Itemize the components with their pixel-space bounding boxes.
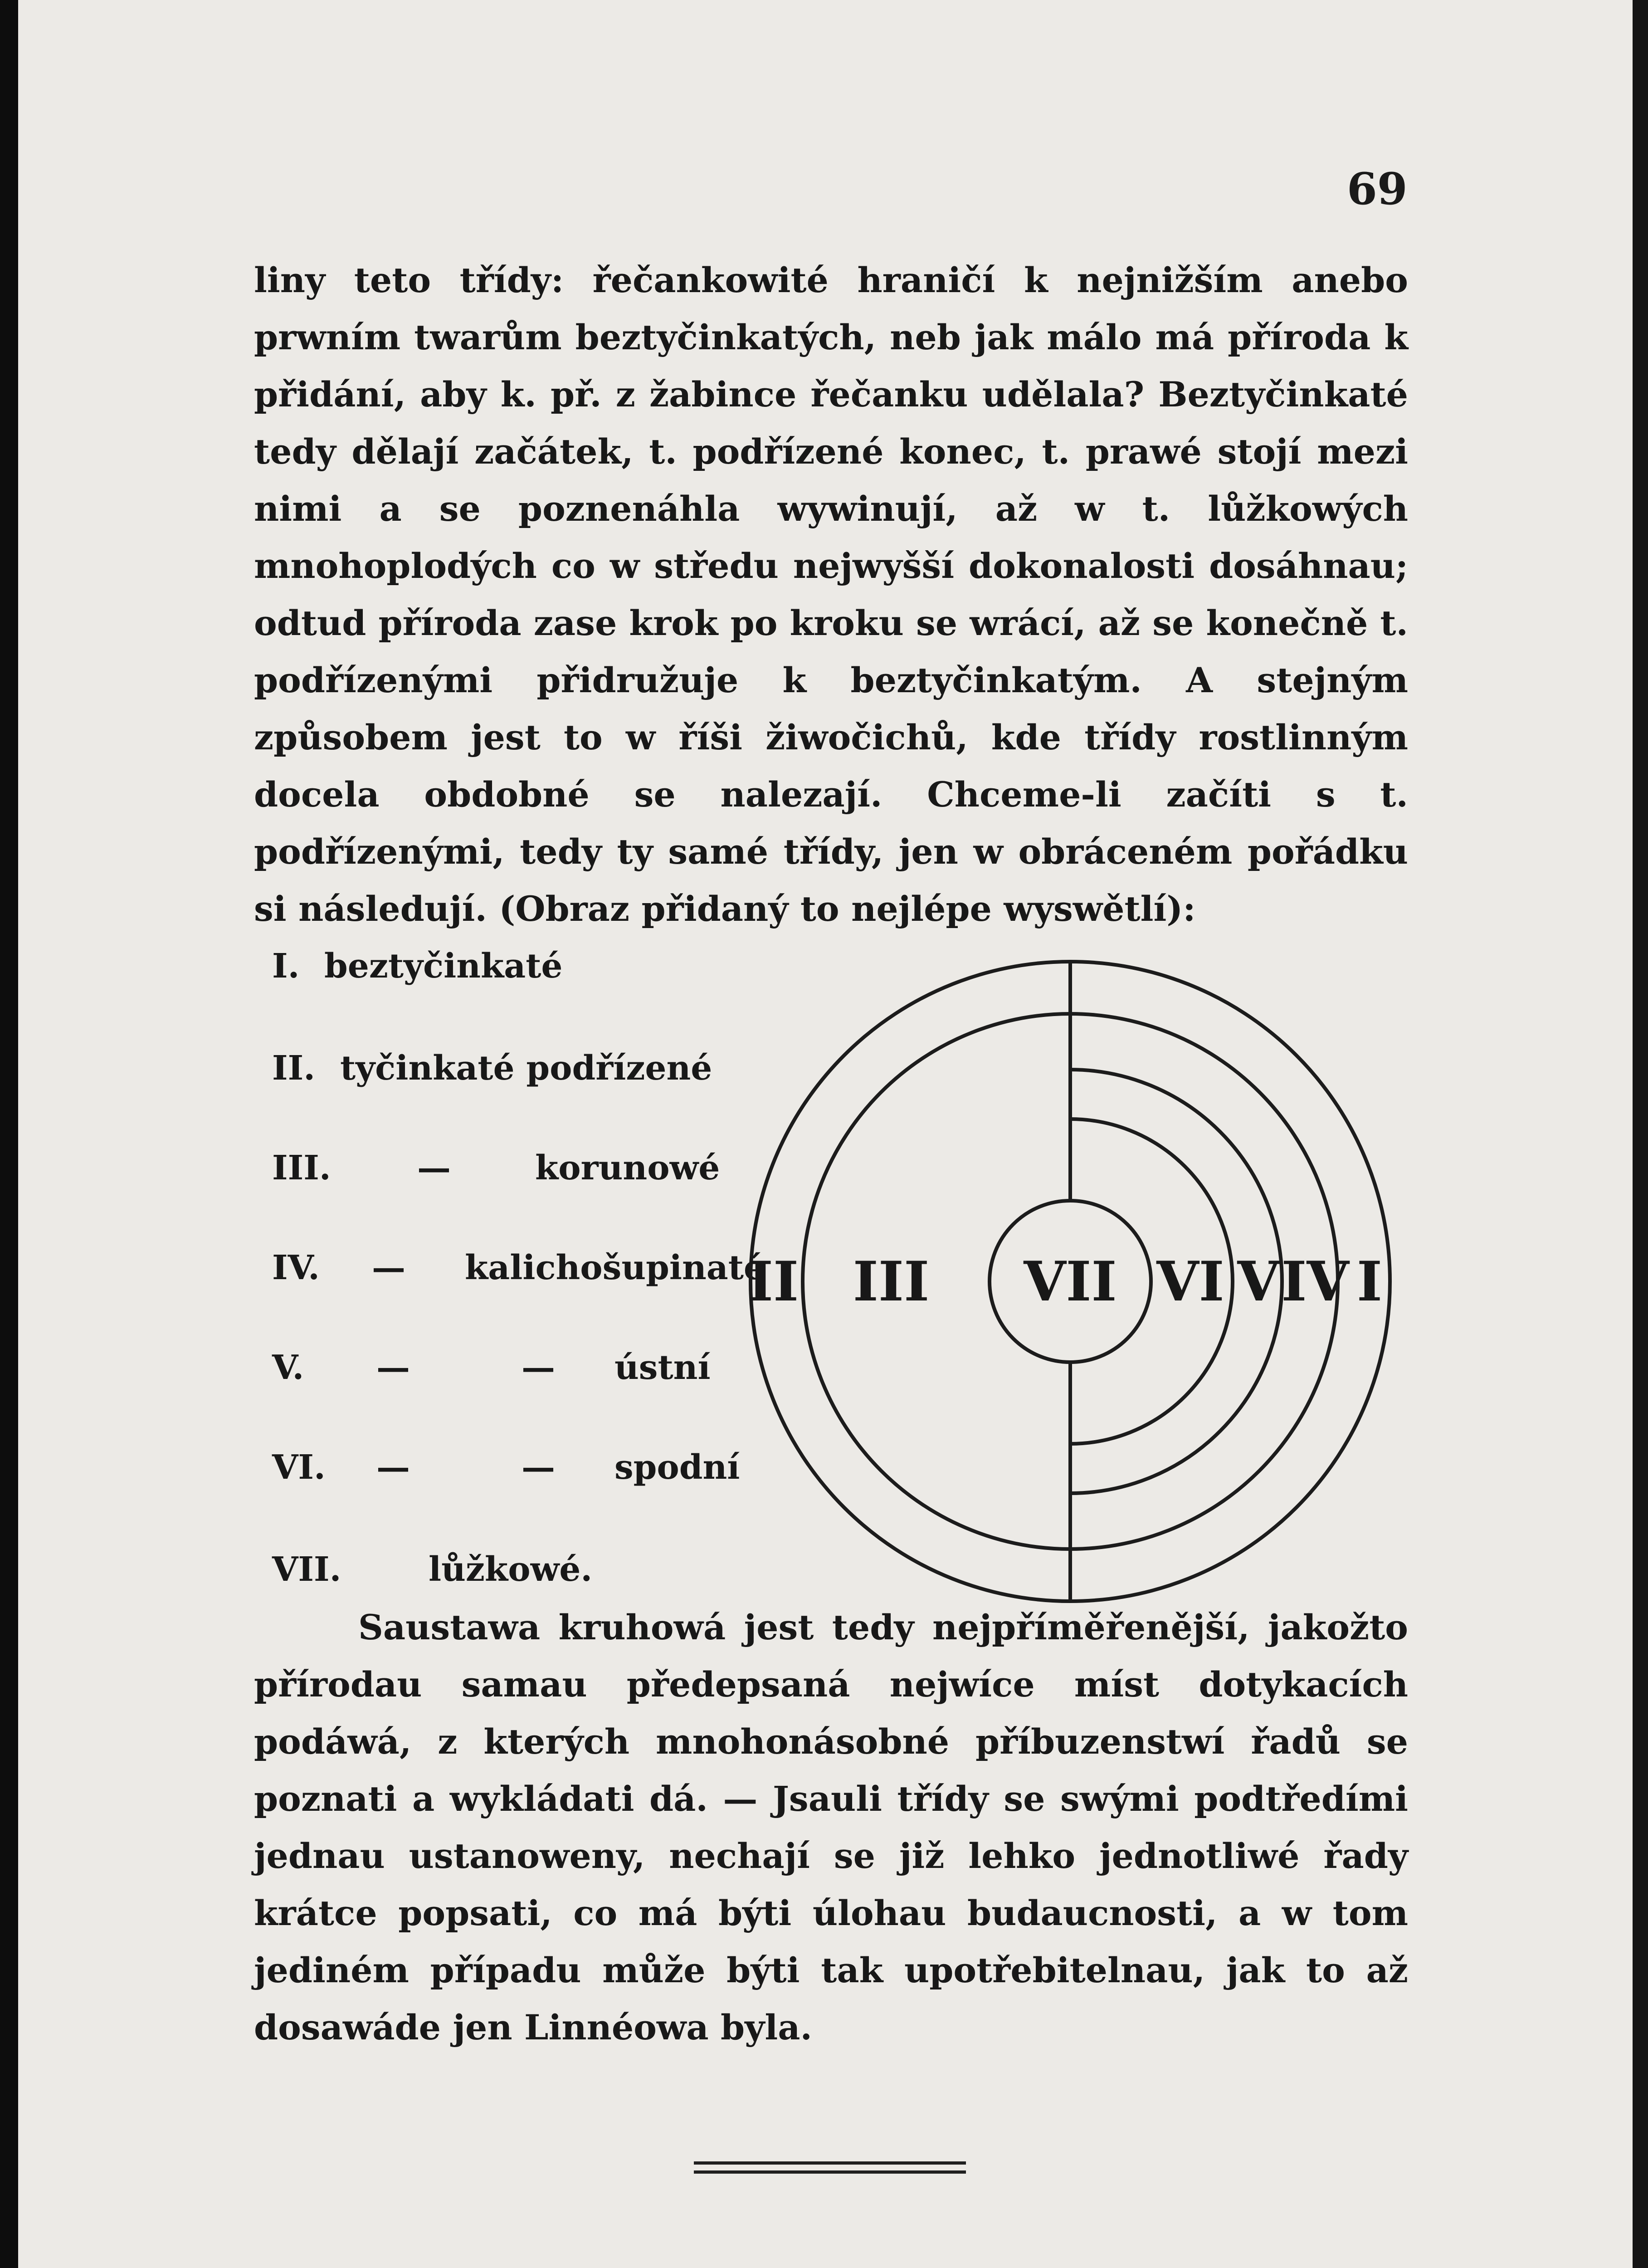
legend-label: spodní	[614, 1448, 740, 1487]
label-III: III	[853, 1250, 930, 1314]
legend-dash: —	[417, 1149, 451, 1188]
legend-numeral: IV.	[272, 1248, 320, 1287]
legend-numeral: I.	[272, 947, 300, 986]
legend-label: tyčinkaté podřízené	[340, 1049, 712, 1088]
label-VII: VII	[1024, 1250, 1117, 1314]
legend-numeral: VI.	[272, 1448, 326, 1487]
legend-dash: —	[376, 1348, 410, 1387]
paragraph-2: Saustawa kruhowá jest tedy nejpříměřenější, jakožto přírodau samau předepsaná nejwíce míst dotykacích podáwá, z kterých mnohonásobné příbuzenstwí řadů se poznati a wykládati dá. — Jsauli třídy se swými podtředími jednau ustanoweny, nechají se již lehko jednotliwé řady krátce popsati, co má býti úlohau budaucnosti, a w tom jediném případu může býti tak upotřebitelnau, jak to až dosawáde jen Linnéowa byla.	[254, 1607, 1408, 2048]
page-number: 69	[1347, 163, 1408, 215]
legend-dash: —	[522, 1448, 555, 1487]
end-rule-top	[694, 2161, 966, 2165]
legend-label: beztyčinkaté	[324, 947, 563, 986]
end-rule-bottom	[694, 2170, 966, 2174]
label-VI: VI	[1156, 1250, 1224, 1314]
label-V: V	[1237, 1250, 1280, 1314]
book-page	[18, 0, 1633, 2268]
paragraph-1: liny teto třídy: řečankowité hraničí k nejnižším anebo prwním twarům beztyčinkatých, neb jak málo má příroda k přidání, aby k. př. z žabince řečanku udělala? Beztyčinkaté tedy dělají začátek, t. podřízené konec, t. prawé stojí mezi nimi a se poznenáhla wywinují, až w t. lůžkowých mnohoplodých co w středu nejwyšší dokonalosti dosáhnau; odtud příroda zase krok po kroku se wrácí, až se konečně t. podřízenými přidružuje k beztyčinkatým. A stejným způsobem jest to w říši žiwočichů, kde třídy rostlinným docela obdobné se nalezají. Chceme-li začíti s t. podřízenými, tedy ty samé třídy, jen w obráceném pořádku si následují. (Obraz přidaný to nejlépe wyswětlí):	[254, 260, 1408, 929]
legend-dash: —	[376, 1448, 410, 1487]
label-II: II	[747, 1250, 799, 1314]
legend-numeral: III.	[272, 1149, 331, 1188]
legend-dash: —	[522, 1348, 555, 1387]
legend-label: kalichošupinaté	[465, 1248, 765, 1287]
legend-numeral: V.	[272, 1348, 304, 1387]
legend-dash: —	[372, 1248, 405, 1287]
concentric-circles-diagram	[735, 957, 1406, 1619]
legend-label: ústní	[614, 1348, 711, 1387]
label-I: I	[1356, 1250, 1383, 1314]
label-IV: IV	[1281, 1250, 1349, 1314]
scan-edge	[1633, 0, 1648, 2268]
legend-label: korunowé	[535, 1149, 720, 1188]
legend-label: lůžkowé.	[429, 1550, 593, 1589]
legend-numeral: VII.	[272, 1550, 341, 1589]
legend-numeral: II.	[272, 1049, 315, 1088]
